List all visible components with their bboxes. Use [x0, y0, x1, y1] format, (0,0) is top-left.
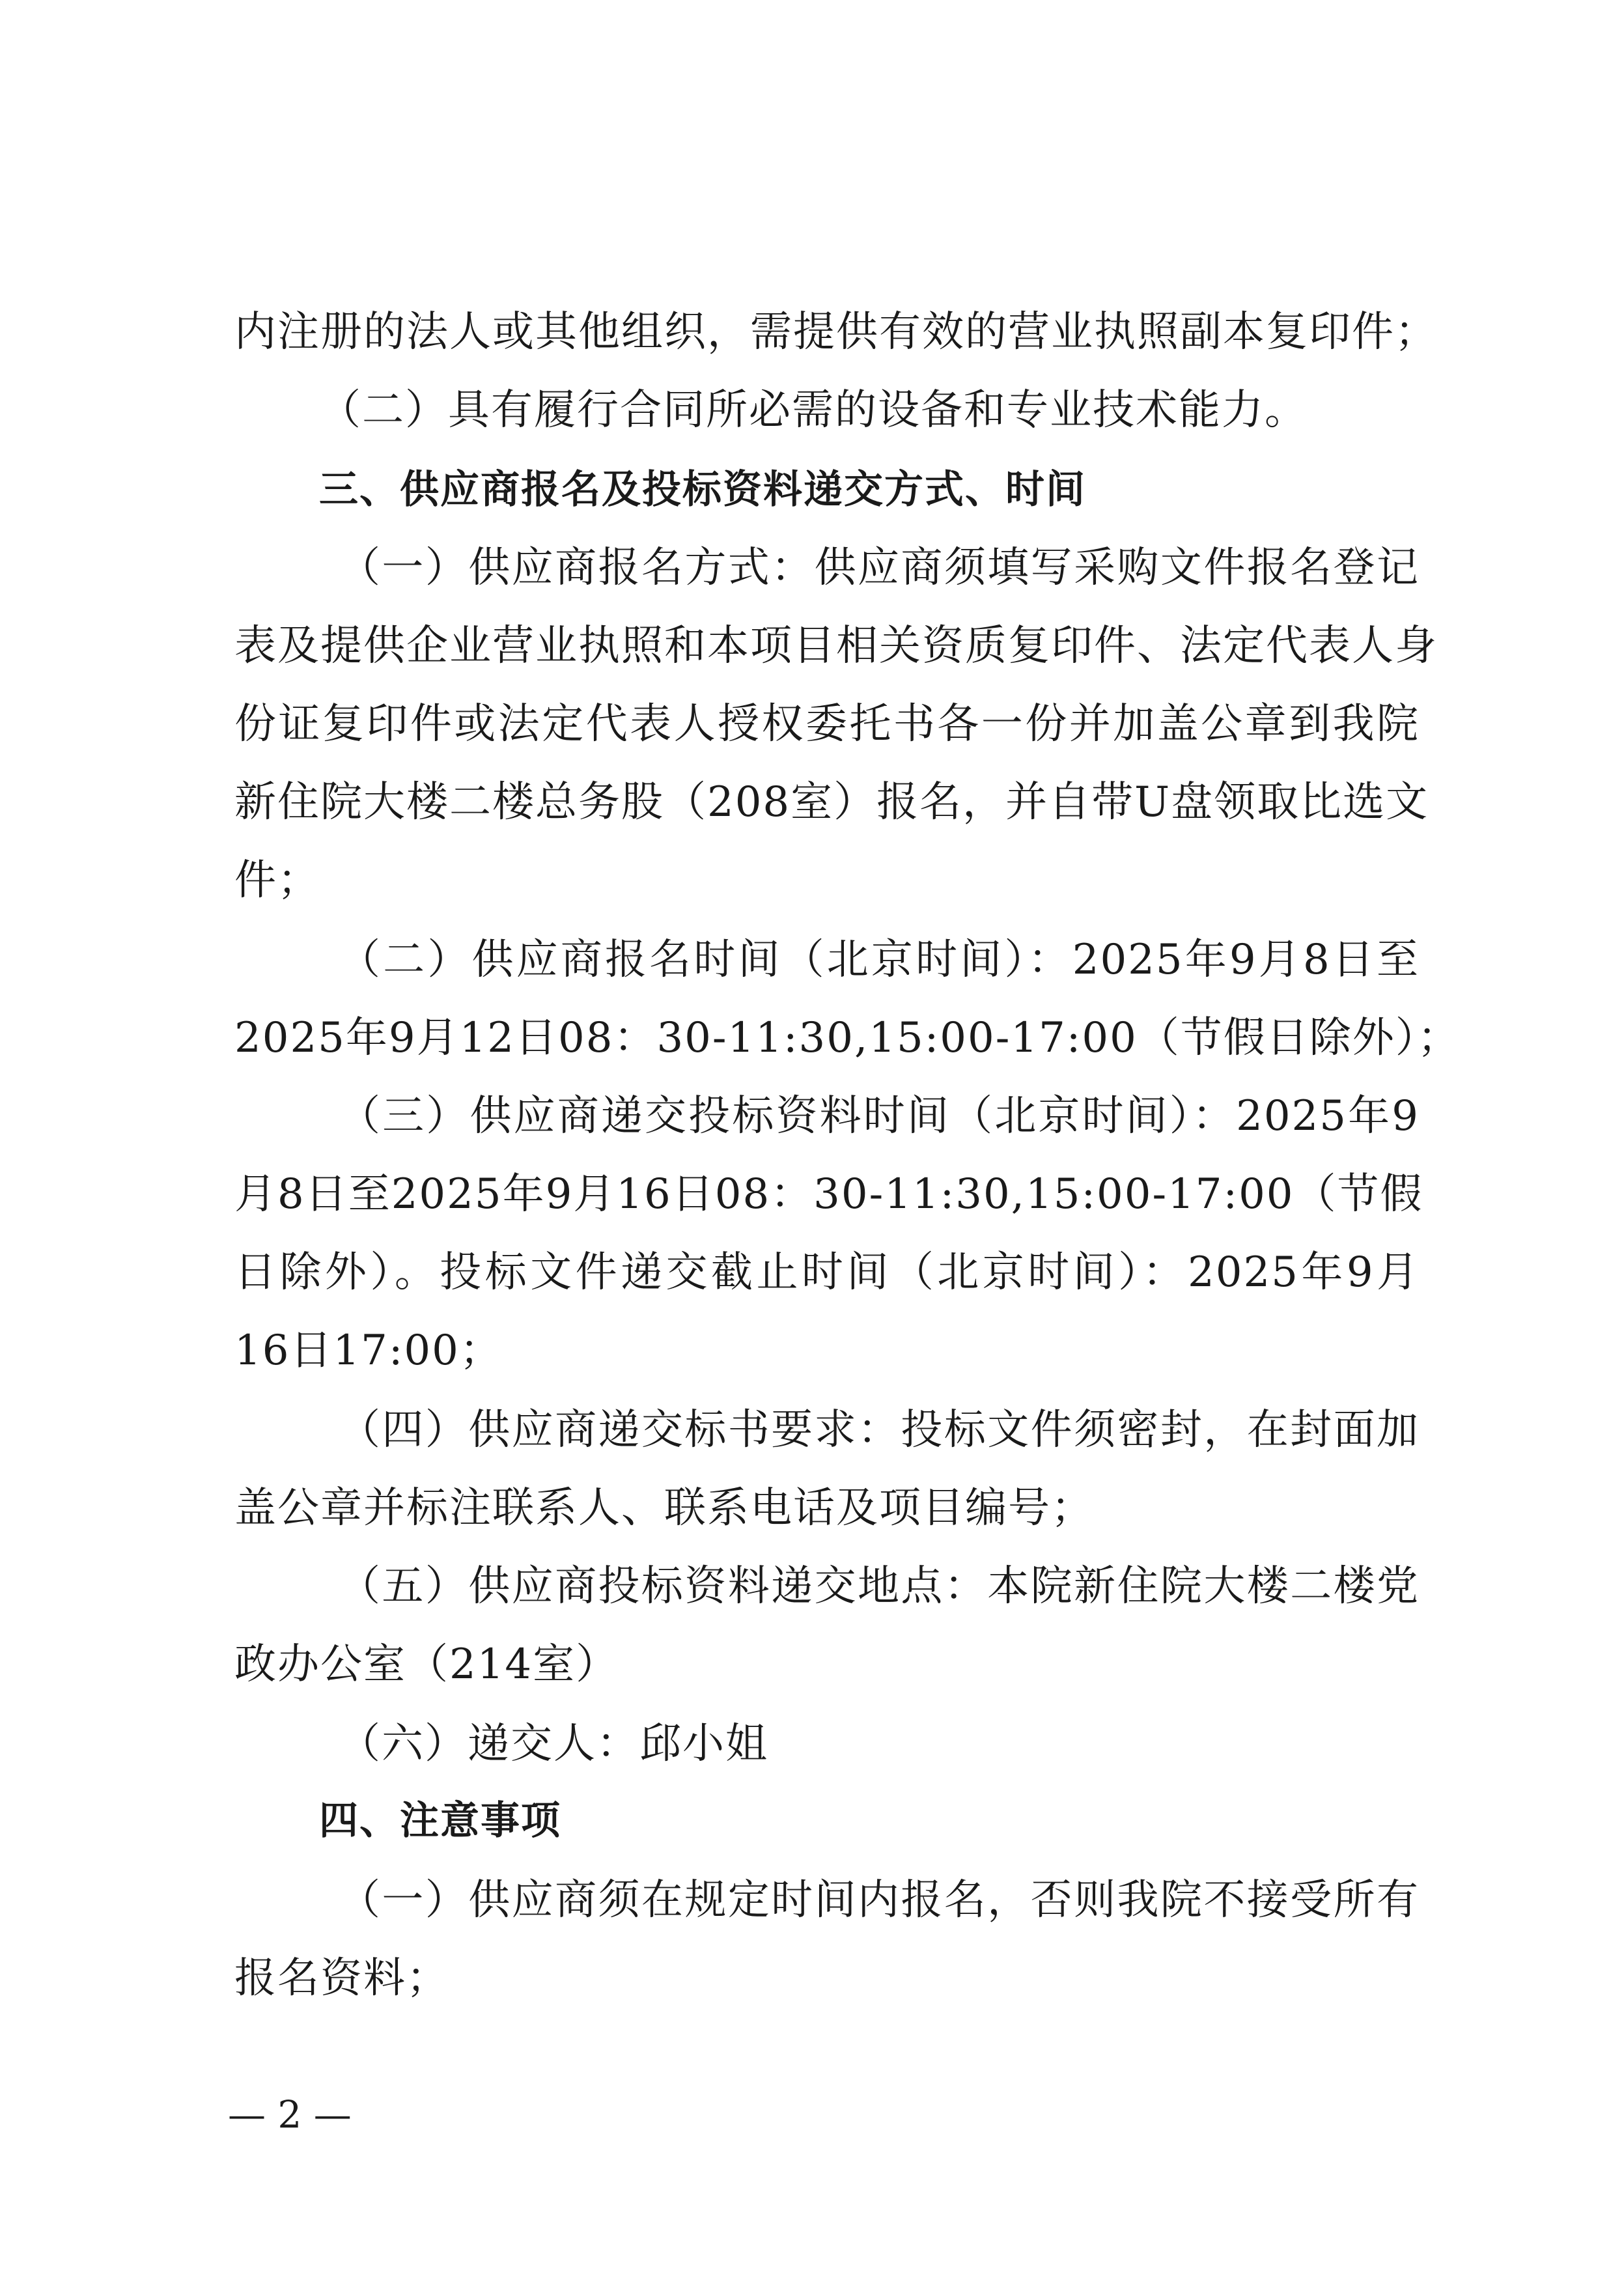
paragraph-line: 月8日至2025年9月16日08：30-11:30,15:00-17:00（节假	[234, 1170, 1423, 1218]
paragraph-line: （四）供应商递交标书要求：投标文件须密封，在封面加	[339, 1406, 1420, 1454]
paragraph-line: 2025年9月12日08：30-11:30,15:00-17:00（节假日除外）；	[234, 1014, 1461, 1062]
paragraph-line: （二）供应商报名时间（北京时间）：2025年9月8日至	[339, 936, 1420, 984]
paragraph-line: 表及提供企业营业执照和本项目相关资质复印件、法定代表人身	[234, 622, 1438, 670]
paragraph-line: 内注册的法人或其他组织，需提供有效的营业执照副本复印件；	[234, 308, 1438, 356]
paragraph-line: （六）递交人：邱小姐	[339, 1720, 768, 1768]
paragraph-line: （一）供应商须在规定时间内报名，否则我院不接受所有	[339, 1876, 1420, 1924]
paragraph-line: 件；	[234, 856, 320, 905]
paragraph-line: 报名资料；	[234, 1954, 449, 2003]
paragraph-line: （五）供应商投标资料递交地点：本院新住院大楼二楼党	[339, 1562, 1420, 1610]
paragraph-line: 新住院大楼二楼总务股（208室）报名，并自带U盘领取比选文	[234, 778, 1429, 826]
section-heading: 四、注意事项	[319, 1798, 561, 1844]
paragraph-line: 政办公室（214室）	[234, 1640, 619, 1689]
paragraph-line: 盖公章并标注联系人、联系电话及项目编号；	[234, 1484, 1094, 1532]
paragraph-line: 日除外）。投标文件递交截止时间（北京时间）：2025年9月	[234, 1248, 1420, 1297]
paragraph-line: （三）供应商递交投标资料时间（北京时间）：2025年9	[339, 1092, 1420, 1140]
page-number: — 2 —	[228, 2092, 352, 2137]
paragraph-line: 份证复印件或法定代表人授权委托书各一份并加盖公章到我院	[234, 700, 1420, 748]
paragraph-line: （二）具有履行合同所必需的设备和专业技术能力。	[319, 386, 1308, 434]
paragraph-line: （一）供应商报名方式：供应商须填写采购文件报名登记	[339, 544, 1420, 592]
paragraph-line: 16日17:00；	[234, 1327, 503, 1375]
section-heading: 三、供应商报名及投标资料递交方式、时间	[319, 467, 1086, 513]
